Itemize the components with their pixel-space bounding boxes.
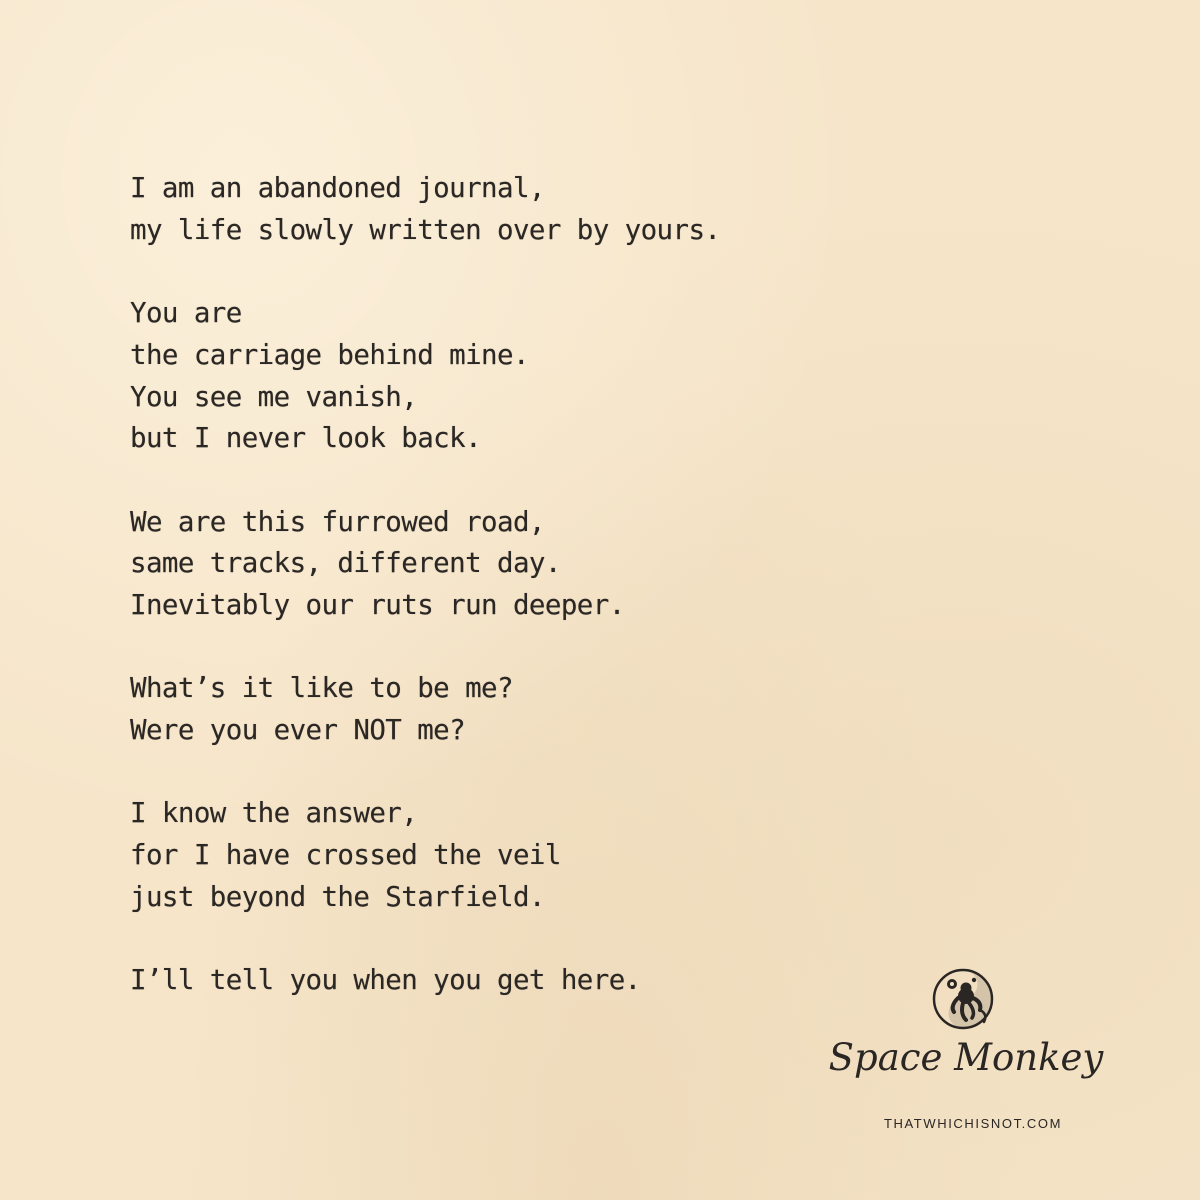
stanza-4 bbox=[130, 668, 1030, 751]
poem-text bbox=[130, 168, 1030, 1002]
poem-line: same tracks, different day. bbox=[130, 547, 561, 580]
poem-line: What’s it like to be me? bbox=[130, 672, 513, 705]
poem-line: just beyond the Starfield. bbox=[130, 880, 545, 913]
poem-line: You are bbox=[130, 297, 242, 330]
poem-line: I know the answer, bbox=[130, 797, 418, 830]
stanza-2 bbox=[130, 293, 1030, 460]
brand-name: Space Monkey bbox=[828, 1036, 1104, 1079]
poem-line: but I never look back. bbox=[130, 422, 482, 455]
poem-line: Inevitably our ruts run deeper. bbox=[130, 589, 625, 621]
stanza-3 bbox=[130, 502, 1030, 627]
poem-line: my life slowly written over by yours. bbox=[130, 213, 721, 246]
poem-line: You see me vanish, bbox=[130, 380, 418, 413]
stanza-1 bbox=[130, 168, 1030, 251]
poem-line: I am an abandoned journal, bbox=[130, 172, 545, 204]
stanza-5 bbox=[130, 793, 1030, 918]
brand-url: THATWHICHISNOT.COM bbox=[883, 1116, 1063, 1131]
monkey-yin-yang-icon bbox=[930, 966, 996, 1032]
poem-line: Were you ever NOT me? bbox=[130, 714, 466, 747]
poem-line: the carriage behind mine. bbox=[130, 338, 529, 371]
poem-line: for I have crossed the veil bbox=[130, 839, 561, 872]
poem-line: I’ll tell you when you get here. bbox=[130, 964, 641, 997]
brand-signature bbox=[816, 966, 1116, 1136]
poem-line: We are this furrowed road, bbox=[130, 505, 545, 538]
